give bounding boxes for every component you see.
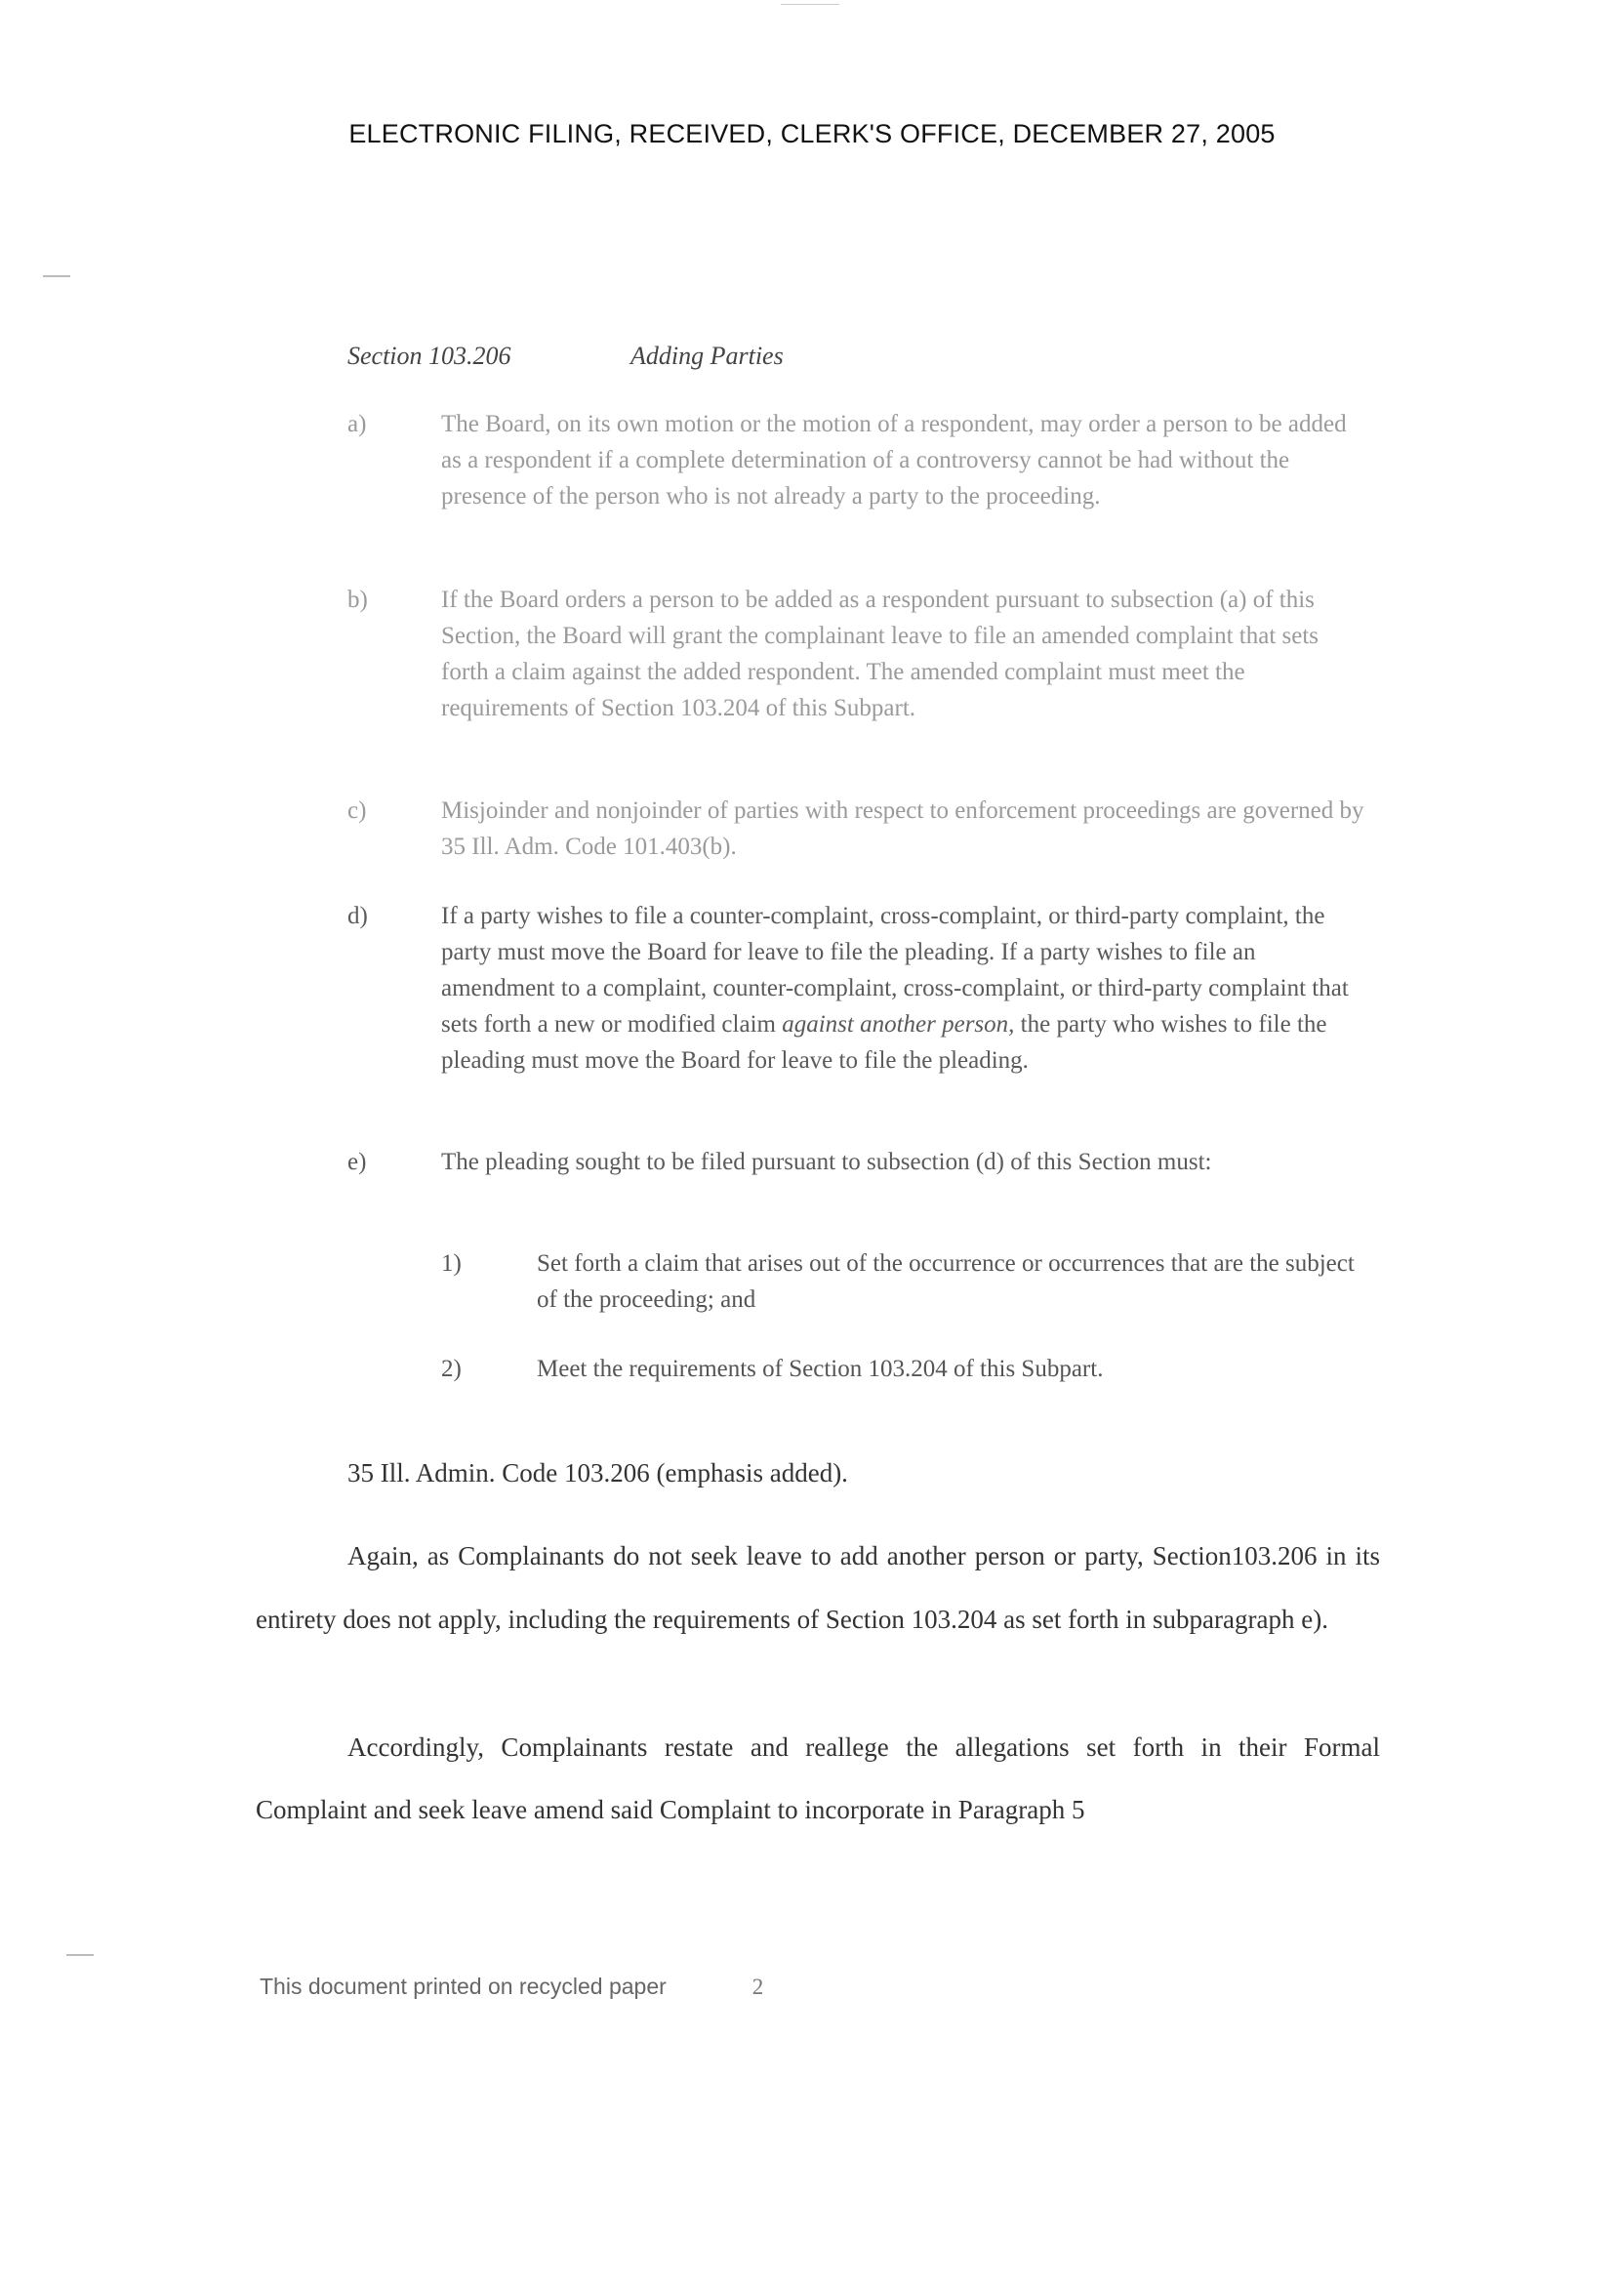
footer-note: This document printed on recycled paper bbox=[260, 1974, 667, 1999]
page-number: 2 bbox=[751, 1975, 764, 1999]
subsection-text-before: If a party wishes to file a counter-complaint, cross-complaint, or third-party complaint, the party must move the Board for leave to file the pleading. If a party wishes to file an amendment to a complaint, counter-complaint, cross-complaint, or third-party complaint that sets forth a new or modified claim bbox=[441, 903, 1349, 1038]
subsection-text: Misjoinder and nonjoinder of parties with respect to enforcement proceedings are governed by 35 Ill. Adm. Code 101.403(b). bbox=[441, 797, 1364, 860]
item-label: 1) bbox=[441, 1250, 462, 1277]
item-label: 2) bbox=[441, 1356, 462, 1382]
subsection-text: If the Board orders a person to be added as a respondent pursuant to subsection (a) of this Section, the Board will grant the complainant leave to file an amended complaint that sets forth a claim against the added respondent. The amended complaint must meet the requirements of Section 103.204 of this Subpart. bbox=[441, 587, 1320, 721]
section-title: Adding Parties bbox=[630, 342, 784, 370]
subsection-d bbox=[347, 898, 1372, 1079]
scan-speck bbox=[781, 4, 839, 5]
item-2 bbox=[441, 1351, 1368, 1387]
item-text: Meet the requirements of Section 103.204 of this Subpart. bbox=[537, 1356, 1104, 1382]
subsection-label: d) bbox=[347, 903, 368, 929]
filing-stamp-header: ELECTRONIC FILING, RECEIVED, CLERK'S OFFICE, DECEMBER 27, 2005 bbox=[348, 119, 1276, 148]
item-1 bbox=[441, 1245, 1368, 1318]
subsection-label: b) bbox=[347, 587, 368, 613]
subsection-e bbox=[347, 1144, 1372, 1180]
item-text: Set forth a claim that arises out of the occurrence or occurrences that are the subject of the proceeding; and bbox=[537, 1250, 1355, 1313]
subsection-text bbox=[441, 898, 1368, 1079]
emphasized-text: against another person, bbox=[782, 1011, 1015, 1038]
subsection-a bbox=[347, 406, 1372, 514]
scan-speck bbox=[43, 275, 70, 277]
subsection-label: e) bbox=[347, 1149, 367, 1175]
footer bbox=[260, 1974, 763, 2000]
subsection-label: a) bbox=[347, 411, 367, 437]
subsection-c bbox=[347, 793, 1372, 865]
subsection-text: The Board, on its own motion or the motion of a respondent, may order a person to be added as a respondent if a complete determination of a controversy cannot be had without the presence of the person who is not already a party to the proceeding. bbox=[441, 411, 1347, 509]
subsection-text-after: the party who wishes to file the pleading must move the Board for leave to file the pleading. bbox=[441, 1011, 1327, 1074]
body-paragraph-2: Accordingly, Complainants restate and reallege the allegations set forth in their Formal Complaint and seek leave amend said Complaint to incorporate in Paragraph 5 bbox=[256, 1732, 1380, 1824]
body-paragraph-1: Again, as Complainants do not seek leave to add another person or party, Section103.206 in its entirety does not apply, including the requirements of Section 103.204 as set forth in subparagraph e). bbox=[256, 1541, 1380, 1634]
subsection-text: The pleading sought to be filed pursuant to subsection (d) of this Section must: bbox=[441, 1149, 1212, 1175]
scan-speck bbox=[66, 1954, 94, 1956]
citation: 35 Ill. Admin. Code 103.206 (emphasis added). bbox=[347, 1458, 848, 1487]
section-number: Section 103.206 bbox=[347, 342, 511, 370]
subsection-b bbox=[347, 582, 1372, 726]
section-heading bbox=[347, 342, 784, 371]
subsection-label: c) bbox=[347, 797, 367, 824]
